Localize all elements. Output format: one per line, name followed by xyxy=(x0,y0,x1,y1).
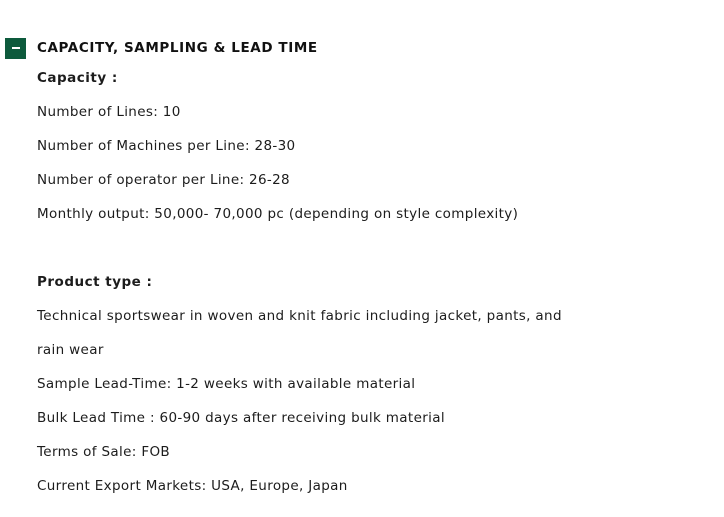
product-line-rainwear: rain wear xyxy=(37,342,104,358)
product-line-bulk-lead-time: Bulk Lead Time : 60-90 days after receiving bulk material xyxy=(37,410,445,426)
capacity-line-machines: Number of Machines per Line: 28-30 xyxy=(37,138,296,154)
product-line-sample-lead-time: Sample Lead-Time: 1-2 weeks with available material xyxy=(37,376,416,392)
section-title[interactable]: CAPACITY, SAMPLING & LEAD TIME xyxy=(37,40,318,56)
section-header[interactable] xyxy=(5,37,318,59)
product-line-export-markets: Current Export Markets: USA, Europe, Japan xyxy=(37,478,348,494)
capacity-line-lines: Number of Lines: 10 xyxy=(37,104,181,120)
product-line-sportswear: Technical sportswear in woven and knit fabric including jacket, pants, and xyxy=(37,308,562,324)
minus-bar xyxy=(12,47,20,49)
product-line-terms-of-sale: Terms of Sale: FOB xyxy=(37,444,171,460)
capacity-line-output: Monthly output: 50,000- 70,000 pc (depending on style complexity) xyxy=(37,206,519,222)
product-heading: Product type : xyxy=(37,274,153,290)
minus-icon[interactable] xyxy=(5,38,26,59)
capacity-heading: Capacity : xyxy=(37,70,118,86)
capacity-line-operators: Number of operator per Line: 26-28 xyxy=(37,172,290,188)
